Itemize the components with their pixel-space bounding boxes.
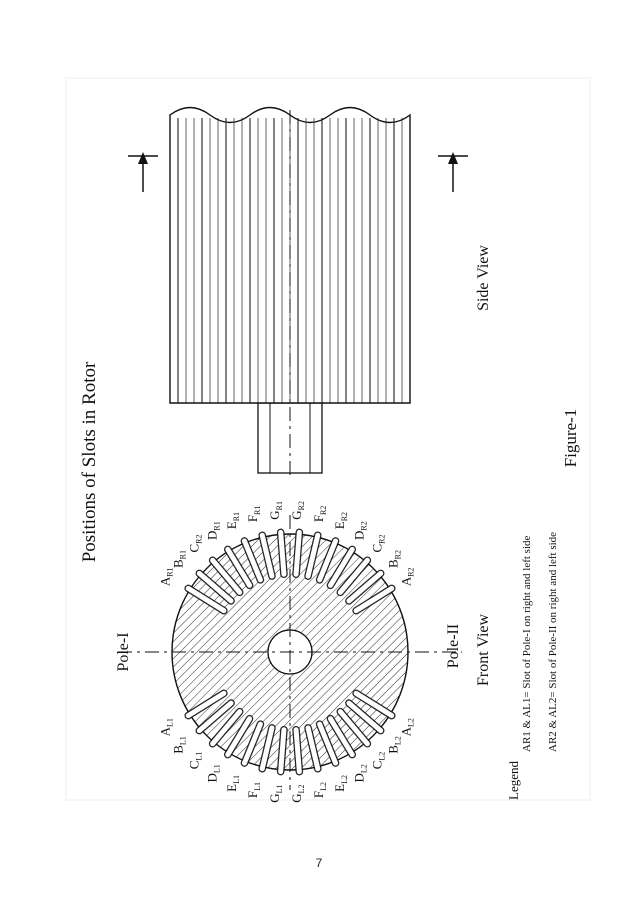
side-view-label: Side View	[475, 245, 492, 311]
slot-label-left: $B_{L2}$	[385, 736, 403, 754]
slot-label-right: $F_{R1}$	[245, 505, 263, 523]
slot-label-right: $C_{R2}$	[186, 534, 204, 553]
page-number: 7	[315, 856, 323, 870]
pole-2-label: Pole-II	[445, 623, 462, 669]
slot-label-right: $C_{R2}$	[369, 534, 387, 553]
front-view-label: Front View	[475, 613, 492, 687]
legend-line-1: AR1 & AL1= Slot of Pole-I on right and left side	[521, 535, 533, 752]
slot-label-left: $E_{L2}$	[331, 774, 349, 792]
slot-label-right: $D_{R1}$	[204, 521, 222, 540]
slot-label-right: $B_{R2}$	[385, 549, 403, 569]
slot-label-left: $D_{L2}$	[351, 764, 369, 783]
rotor-slot-inner	[281, 730, 284, 772]
slot-label-left: $E_{L1}$	[224, 774, 242, 792]
slot-label-right: $D_{R2}$	[351, 521, 369, 540]
slot-label-left: $G_{L2}$	[289, 784, 306, 803]
slot-label-right: $A_{R1}$	[157, 567, 175, 587]
side-view	[128, 108, 468, 481]
slot-label-left: $B_{L1}$	[170, 736, 188, 754]
slot-label-right: $G_{R1}$	[267, 501, 284, 520]
slot-label-left: $A_{L2}$	[398, 718, 416, 737]
front-view	[118, 501, 462, 803]
rotor-slot-inner	[296, 532, 299, 574]
slot-label-left: $F_{L1}$	[245, 782, 263, 799]
slot-label-left: $F_{L2}$	[310, 782, 328, 799]
slot-label-right: $F_{R2}$	[310, 505, 328, 523]
section-arrow-left	[128, 152, 158, 192]
figure-title: Positions of Slots in Rotor	[79, 361, 100, 563]
slot-label-right: $A_{R2}$	[398, 567, 416, 587]
section-arrow-right	[438, 152, 468, 192]
slot-label-right: $G_{R2}$	[289, 501, 306, 520]
slot-label-left: $D_{L1}$	[204, 764, 222, 783]
legend-heading: Legend	[506, 761, 521, 800]
slot-label-left: $C_{L1}$	[186, 751, 204, 770]
figure-caption: Figure-1	[561, 408, 580, 468]
pole-1-label: Pole-I	[115, 632, 132, 672]
slot-label-right: $E_{R1}$	[224, 511, 242, 530]
slot-label-left: $C_{L2}$	[369, 751, 387, 770]
slot-label-left: $A_{L1}$	[157, 718, 175, 737]
rotor-slot-inner	[296, 730, 299, 772]
slot-label-right: $B_{R1}$	[170, 549, 188, 569]
slot-label-left: $G_{L1}$	[267, 784, 284, 803]
slot-label-right: $E_{R2}$	[331, 511, 349, 530]
rotor-slot-inner	[281, 532, 284, 574]
legend-line-2: AR2 & AL2= Slot of Pole-II on right and left side	[547, 531, 559, 752]
